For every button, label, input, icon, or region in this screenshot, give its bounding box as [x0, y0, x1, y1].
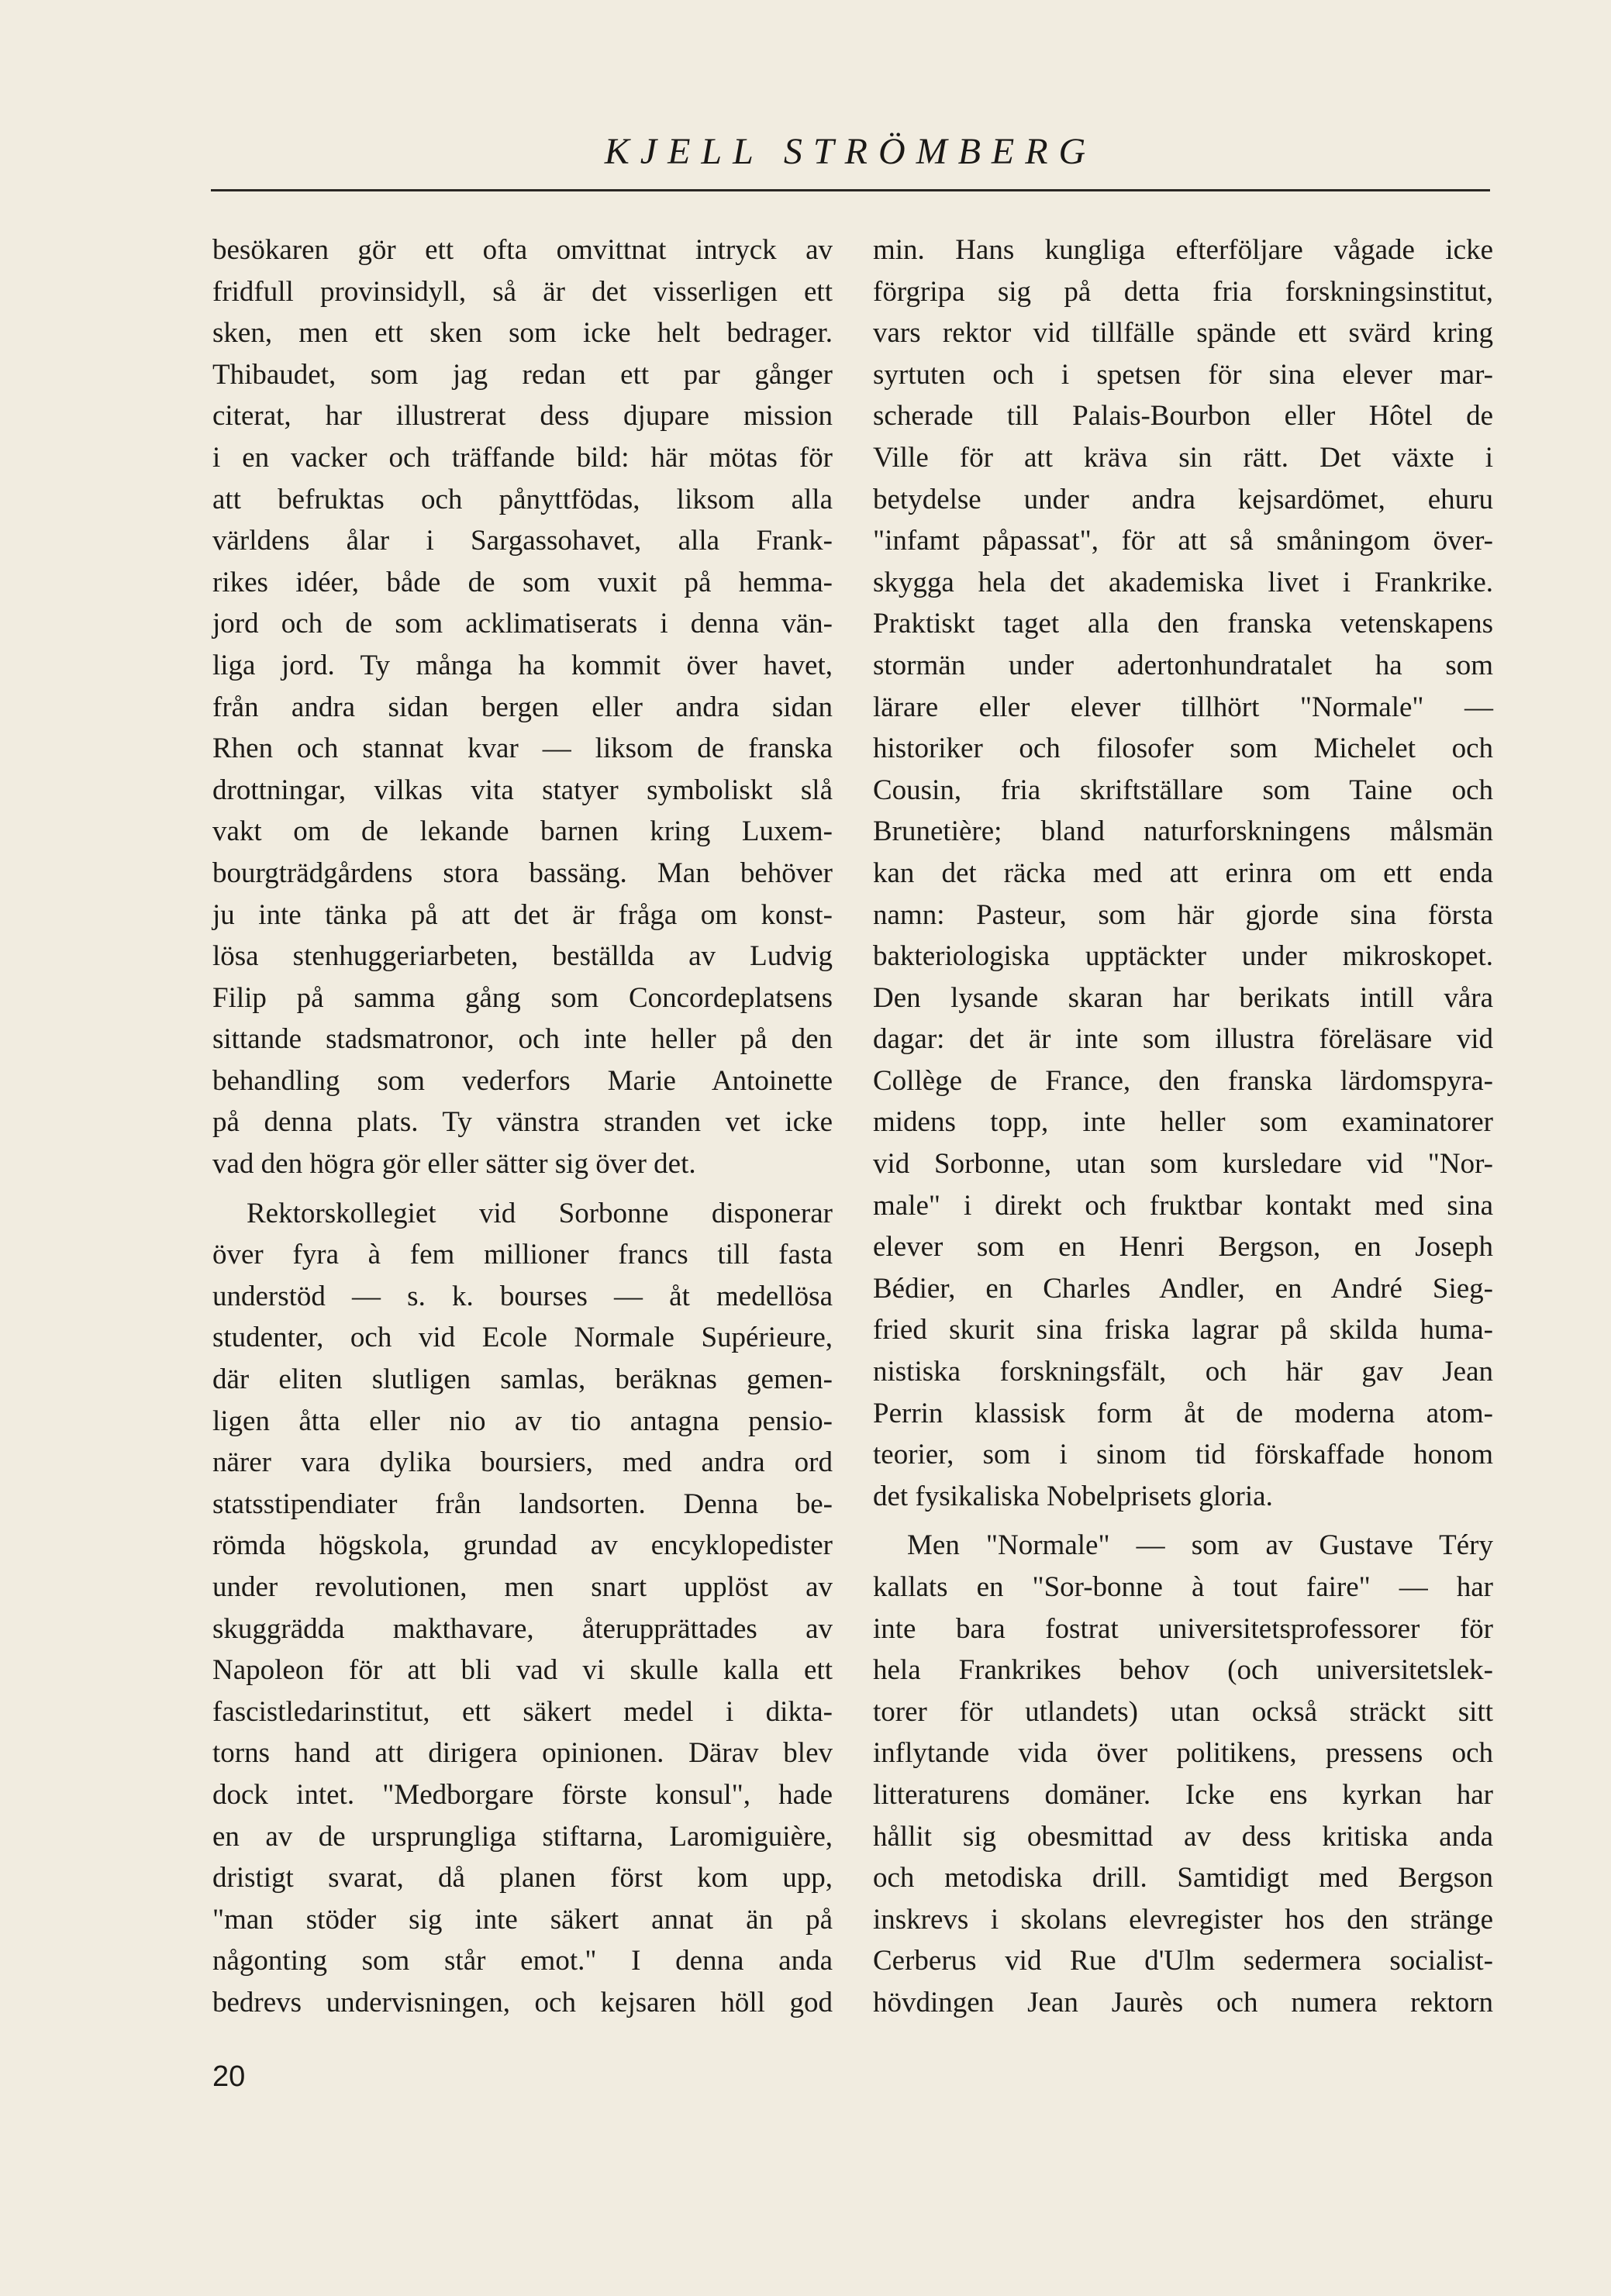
text-line: från andra sidan bergen eller andra sidan [212, 691, 833, 723]
text-line: historiker och filosofer som Michelet och [873, 733, 1493, 765]
text-line: under revolutionen, men snart upplöst av [212, 1571, 833, 1603]
text-line: förgripa sig på detta fria forskningsinstitut, [873, 275, 1493, 308]
text-line: Praktiskt taget alla den franska vetenskapens [873, 608, 1493, 640]
text-line: torns hand att dirigera opinionen. Därav blev [212, 1737, 833, 1770]
text-line: lärare eller elever tillhört "Normale" — [873, 691, 1493, 723]
text-line: och metodiska drill. Samtidigt med Bergson [873, 1862, 1493, 1894]
text-line: rikes idéer, både de som vuxit på hemma- [212, 566, 833, 598]
text-line: Bédier, en Charles Andler, en André Sieg- [873, 1272, 1493, 1305]
text-line: jord och de som acklimatiserats i denna vän- [212, 608, 833, 640]
text-line: hövdingen Jean Jaurès och numera rektorn [873, 1986, 1493, 2018]
text-line: över fyra à fem millioner francs till fasta [212, 1239, 833, 1271]
text-line: besökaren gör ett ofta omvittnat intryck av [212, 234, 833, 266]
text-line: vad den högra gör eller sätter sig över det. [212, 1148, 696, 1181]
text-line: statsstipendiater från landsorten. Denna be- [212, 1488, 833, 1520]
text-line: lösa stenhuggeriarbeten, beställda av Ludvig [212, 940, 833, 973]
text-line: hållit sig obesmittad av dess kritiska anda [873, 1820, 1493, 1853]
text-line: vakt om de lekande barnen kring Luxem- [212, 815, 833, 848]
text-line: Cerberus vid Rue d'Ulm sedermera socialist- [873, 1945, 1493, 1977]
text-line: ligen åtta eller nio av tio antagna pensio- [212, 1405, 833, 1437]
text-line: kan det räcka med att erinra om ett enda [873, 857, 1493, 889]
text-line: Ville för att kräva sin rätt. Det växte i [873, 441, 1493, 474]
text-line: drottningar, vilkas vita statyer symboliskt slå [212, 774, 833, 806]
text-line: Perrin klassisk form åt de moderna atom- [873, 1397, 1493, 1429]
right-column [873, 229, 1493, 2024]
text-line: närer vara dylika boursiers, med andra ord [212, 1446, 833, 1479]
text-line: Cousin, fria skriftställare som Taine och [873, 774, 1493, 806]
text-line: inte bara fostrat universitetsprofessorer för [873, 1612, 1493, 1645]
text-line: någonting som står emot." I denna anda [212, 1945, 833, 1977]
text-line: kallats en "Sor-bonne à tout faire" — har [873, 1571, 1493, 1603]
running-header: KJELL STRÖMBERG [604, 131, 1097, 172]
text-line: behandling som vederfors Marie Antoinette [212, 1064, 833, 1097]
text-line: fried skurit sina friska lagrar på skilda huma- [873, 1314, 1493, 1346]
text-line: Napoleon för att bli vad vi skulle kalla ett [212, 1654, 833, 1687]
text-line: "infamt påpassat", för att så småningom över- [873, 525, 1493, 557]
paragraph-gap [873, 1517, 1493, 1525]
text-line: det fysikaliska Nobelprisets gloria. [873, 1480, 1273, 1512]
text-line: dock intet. "Medborgare förste konsul", hade [212, 1778, 833, 1811]
text-line: male" i direkt och fruktbar kontakt med sina [873, 1189, 1493, 1222]
text-line: att befruktas och pånyttfödas, liksom alla [212, 483, 833, 515]
text-line: Filip på samma gång som Concordeplatsens [212, 981, 833, 1014]
text-line: elever som en Henri Bergson, en Joseph [873, 1231, 1493, 1263]
text-line: bedrevs undervisningen, och kejsaren höll god [212, 1986, 833, 2018]
text-line: römda högskola, grundad av encyklopedister [212, 1529, 833, 1562]
text-line: inskrevs i skolans elevregister hos den stränge [873, 1903, 1493, 1936]
text-line: "man stöder sig inte säkert annat än på [212, 1903, 833, 1936]
text-line: Men "Normale" — som av Gustave Téry [907, 1529, 1493, 1562]
text-line: torer för utlandets) utan också sträckt sitt [873, 1695, 1493, 1728]
paragraph-gap [212, 1185, 833, 1193]
text-line: hela Frankrikes behov (och universitetslek- [873, 1654, 1493, 1687]
text-line: i en vacker och träffande bild: här mötas för [212, 441, 833, 474]
text-line: studenter, och vid Ecole Normale Supérieure, [212, 1322, 833, 1354]
text-line: syrtuten och i spetsen för sina elever mar- [873, 358, 1493, 391]
text-line: fridfull provinsidyll, så är det visserligen ett [212, 275, 833, 308]
text-line: namn: Pasteur, som här gjorde sina första [873, 898, 1493, 931]
page-number: 20 [212, 2060, 246, 2093]
text-line: sittande stadsmatronor, och inte heller på den [212, 1023, 833, 1056]
text-line: skygga hela det akademiska livet i Frankrike. [873, 566, 1493, 598]
text-line: liga jord. Ty många ha kommit över havet, [212, 649, 833, 681]
text-line: stormän under adertonhundratalet ha som [873, 649, 1493, 681]
text-line: där eliten slutligen samlas, beräknas gemen- [212, 1363, 833, 1396]
text-line: betydelse under andra kejsardömet, ehuru [873, 483, 1493, 515]
text-line: bakteriologiska upptäckter under mikroskopet. [873, 940, 1493, 973]
text-line: dristigt svarat, då planen först kom upp, [212, 1862, 833, 1894]
text-line: Collège de France, den franska lärdomspyra- [873, 1064, 1493, 1097]
header-rule [211, 189, 1490, 191]
text-line: understöd — s. k. bourses — åt medellösa [212, 1280, 833, 1312]
text-line: Brunetière; bland naturforskningens målsmän [873, 815, 1493, 848]
text-line: Den lysande skaran har berikats intill våra [873, 981, 1493, 1014]
text-line: citerat, har illustrerat dess djupare mission [212, 400, 833, 433]
text-line: nistiska forskningsfält, och här gav Jean [873, 1356, 1493, 1388]
text-line: sken, men ett sken som icke helt bedrager. [212, 317, 833, 350]
text-line: världens ålar i Sargassohavet, alla Frank- [212, 525, 833, 557]
text-line: vid Sorbonne, utan som kursledare vid "Nor- [873, 1148, 1493, 1181]
text-line: ju inte tänka på att det är fråga om konst- [212, 898, 833, 931]
text-line: scherade till Palais-Bourbon eller Hôtel de [873, 400, 1493, 433]
text-line: en av de ursprungliga stiftarna, Laromiguière, [212, 1820, 833, 1853]
text-line: på denna plats. Ty vänstra stranden vet icke [212, 1106, 833, 1139]
text-line: teorier, som i sinom tid förskaffade honom [873, 1439, 1493, 1471]
text-line: Thibaudet, som jag redan ett par gånger [212, 358, 833, 391]
text-line: fascistledarinstitut, ett säkert medel i dikta- [212, 1695, 833, 1728]
left-column [212, 229, 833, 2024]
text-line: Rhen och stannat kvar — liksom de franska [212, 733, 833, 765]
text-line: min. Hans kungliga efterföljare vågade icke [873, 234, 1493, 266]
text-line: bourgträdgårdens stora bassäng. Man behöver [212, 857, 833, 889]
text-line: litteraturens domäner. Icke ens kyrkan har [873, 1778, 1493, 1811]
text-line: inflytande vida över politikens, pressens och [873, 1737, 1493, 1770]
text-line: skuggrädda makthavare, återupprättades av [212, 1612, 833, 1645]
text-line: Rektorskollegiet vid Sorbonne disponerar [247, 1197, 833, 1229]
text-line: vars rektor vid tillfälle spände ett svärd kring [873, 317, 1493, 350]
text-line: dagar: det är inte som illustra föreläsare vid [873, 1023, 1493, 1056]
text-line: midens topp, inte heller som examinatorer [873, 1106, 1493, 1139]
